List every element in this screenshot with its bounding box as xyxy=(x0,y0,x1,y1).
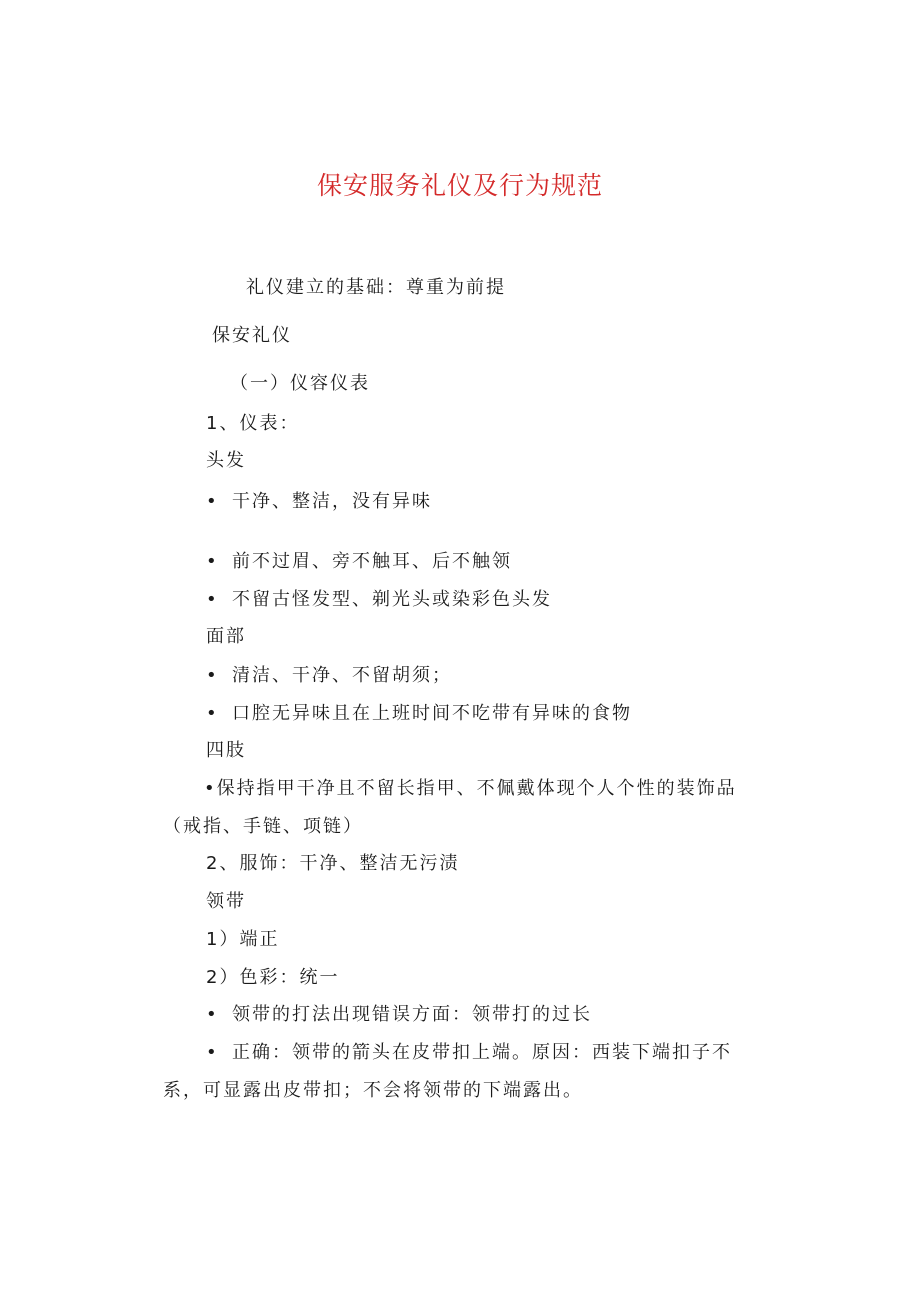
subheading-hair: 头发 xyxy=(206,450,246,471)
basis-line: 礼仪建立的基础：尊重为前提 xyxy=(246,277,506,298)
bullet-icon: • xyxy=(206,703,219,724)
list-item xyxy=(206,490,432,514)
bullet-icon: • xyxy=(206,551,219,572)
list-item xyxy=(206,1003,592,1027)
document-title: 保安服务礼仪及行为规范 xyxy=(316,171,603,200)
list-item-text: 领带的打法出现错误方面：领带打的过长 xyxy=(232,1004,592,1025)
list-item xyxy=(206,702,632,726)
list-item-text: 口腔无异味且在上班时间不吃带有异味的食物 xyxy=(232,703,632,724)
section-heading-appearance: （一）仪容仪表 xyxy=(230,373,370,394)
list-item xyxy=(206,550,512,574)
list-item xyxy=(206,664,452,688)
bullet-icon: • xyxy=(206,665,219,686)
bullet-icon: • xyxy=(206,1042,219,1063)
limbs-bullet-line-2: （戒指、手链、项链） xyxy=(163,816,363,837)
list-item-text: 前不过眉、旁不触耳、后不触领 xyxy=(232,551,512,572)
section-heading-security-etiquette: 保安礼仪 xyxy=(212,325,292,346)
limbs-bullet-line-1: •保持指甲干净且不留长指甲、不佩戴体现个人个性的装饰品 xyxy=(204,778,737,799)
list-item-text: 不留古怪发型、剃光头或染彩色头发 xyxy=(232,589,552,610)
subheading-tie: 领带 xyxy=(206,891,246,912)
item-heading-appearance: 1、仪表： xyxy=(206,413,300,434)
list-item-text: 正确：领带的箭头在皮带扣上端。原因：西装下端扣子不 xyxy=(232,1042,732,1063)
tie-point-2: 2）色彩：统一 xyxy=(206,967,340,988)
subheading-limbs: 四肢 xyxy=(206,740,246,761)
list-item xyxy=(206,588,552,612)
subheading-face: 面部 xyxy=(206,626,246,647)
list-item-text: 清洁、干净、不留胡须； xyxy=(232,665,452,686)
tie-bullet-continuation: 系，可显露出皮带扣；不会将领带的下端露出。 xyxy=(163,1080,583,1101)
item-heading-clothing: 2、服饰：干净、整洁无污渍 xyxy=(206,853,460,874)
bullet-icon: • xyxy=(206,1004,219,1025)
bullet-icon: • xyxy=(206,491,219,512)
list-item-text: 干净、整洁，没有异味 xyxy=(232,491,432,512)
list-item xyxy=(206,1041,732,1065)
bullet-icon: • xyxy=(206,589,219,610)
tie-point-1: 1）端正 xyxy=(206,929,280,950)
